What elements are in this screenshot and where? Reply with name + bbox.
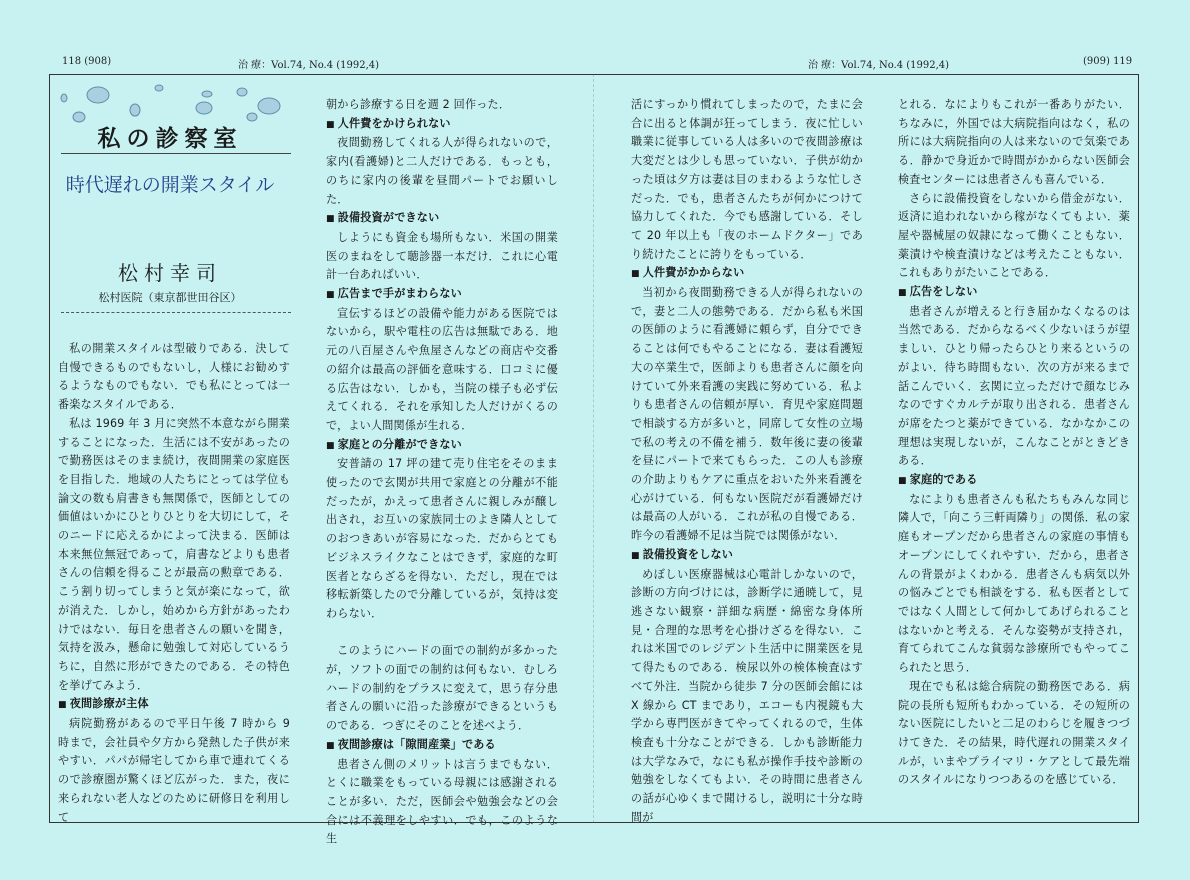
column-name: 私の診察室 [97, 125, 243, 152]
section-heading: ■ 広告まで手がまわらない [326, 285, 558, 305]
section-heading: ■ 広告をしない [898, 283, 1130, 303]
byline-rule [61, 312, 291, 313]
text-column-2 [326, 96, 558, 849]
paragraph: 現在でも私は総合病院の勤務医である．病院の長所も短所もわかっている．その短所のない医院にしたいと二足のわらじを履きつづけてきた．その結果，時代遅れの開業スタイルが，いまやプライマリ・ケアとして最先端のスタイルになりつつあるのを感じている． [898, 679, 1130, 787]
paragraph: 私は 1969 年 3 月に突然不本意ながら開業することになった．生活には不安があったので勤務医はそのまま続け，夜間開業の家庭医を目指した．地域の人たちにとっては学位も論文の数も肩書きも無関係で，医師としての価値はいかにひとりひとりを大切にして，そのニードに応えるかによって決まる．医師は本来無位無冠であって，肩書などよりも患者さんの信頼を得ることが最高の勲章である．こう割り切ってしまうと気が楽になって，欲が消えた．しかし，始めから方針があったわけではない．毎日を患者さんの願いを聞き，気持を汲み，懸命に勉強して対応しているうちに，自然に形ができたのである．その特色を挙げてみよう． [58, 416, 290, 692]
author-name: 松村幸司 [118, 261, 222, 285]
page-gutter [593, 74, 594, 823]
section-heading: ■ 家庭との分離ができない [326, 436, 558, 456]
right-journal-info: 治 療：Vol.74, No.4 (1992,4) [808, 60, 950, 71]
paragraph: 夜間勤務してくれる人が得られないので，家内(看護婦)と二人だけである．もっとも，のちに家内の後輩を昼間パートでお願いした． [326, 136, 558, 206]
paragraph: さらに設備投資をしないから借金がない．返済に追われないから稼がなくてもよい．薬屋や器械屋の奴隷になって働くこともない．薬漬けや検査漬けなどは考えたこともない．これもありがたいことである． [898, 191, 1130, 280]
section-heading: ■ 夜間診療は「隙間産業」である [326, 736, 558, 756]
paragraph: とれる．なによりもこれが一番ありがたい．ちなみに，外国では大病院指向はなく，私の所には大病院指向の人は来ないので気楽である．静かで身近かで時間がかからない医師会検査センターには患者さんも喜んでいる． [898, 98, 1130, 186]
section-heading: ■ 夜間診療が主体 [58, 695, 290, 715]
paragraph: 朝から診療する日を週 2 回作った． [326, 98, 511, 111]
section-heading: ■ 人件費をかけられない [326, 115, 558, 135]
section-heading: ■ 家庭的である [898, 471, 1130, 491]
text-column-3 [631, 96, 863, 827]
paragraph: 当初から夜間勤務できる人が得られないので，妻と二人の態勢である．だから私も米国の医師のように看護婦に頼らず，自分でできることは何でもやることになる．妻は看護短大の卒業生で，医師よりも患者さんに顔を向けていて外来看護の実践に努めている．私よりも患者さんの信頼が厚い．育児や家庭問題で相談する方が多いと，同席して女性の立場で私の考えの不備を補う．数年後に妻の後輩を昼にパートで来てもらった．この人も診療の介助よりもケアに重点をおいた外来看護を心がけている．何もない医院だが看護婦だけは最高の人がいる．これが私の自慢である．昨今の看護婦不足は当院では関係がない． [631, 286, 863, 543]
paragraph: 私の開業スタイルは型破りである．決して自慢できるものでもないし，人様にお勧めするようなものでもない．でも私にとっては一番楽なスタイルである． [58, 342, 290, 412]
section-heading: ■ 人件費がかからない [631, 264, 863, 284]
title-rule [61, 153, 291, 154]
paragraph: 活にすっかり慣れてしまったので，たまに会合に出ると体調が狂ってしまう．夜に忙しい職業に従事している人は多いので夜間診療は大変だとは少しも思っていない．子供が幼かった頃は夕方は妻は目のまわるような忙しさだった．でも，患者さんたちが何かにつけて協力してくれた．今でも感謝している．そして 20 年以上も「夜のホームドクター」であり続けたことに誇りをもっている． [631, 98, 863, 261]
paragraph: 患者さんが増えると行き届かなくなるのは当然である．だからなるべく少ないほうが望ましい．ひとり帰ったらひとり来るというのがよい．待ち時間もない．次の方が来るまで話こんでいく．玄関に立っただけで顔なじみなのですぐカルテが取り出される．患者さんが席をたつと薬ができている．なかなかこの理想は実現しないが，こんなことがときどきある． [898, 304, 1130, 468]
right-page-number: (909) 119 [1083, 56, 1133, 67]
left-journal-info: 治 療：Vol.74, No.4 (1992,4) [238, 60, 380, 71]
bubble-decoration [59, 84, 291, 124]
paragraph: このようにハードの面での制約が多かったが，ソフトの面での制約は何もない．むしろハードの制約をプラスに変えて，思う存分患者さんの願いに沿った診療ができるというものである．つぎにそのことを述べよう． [326, 644, 558, 733]
text-column-4 [898, 96, 1130, 790]
section-heading: ■ 設備投資をしない [631, 546, 863, 566]
paragraph: しようにも資金も場所もない．米国の開業医のまねをして聴診器一本だけ．これに心電計一台あればいい． [326, 230, 558, 282]
paragraph: 患者さん側のメリットは言うまでもない．とくに職業をもっている母親には感謝されることが多い．ただ，医師会や勉強会などの会合には不義理をしやすい．でも，このような生 [326, 757, 558, 846]
author-affiliation: 松村医院（東京都世田谷区） [98, 291, 242, 304]
text-column-1 [58, 340, 290, 827]
article-title: 時代遅れの開業スタイル [65, 174, 275, 196]
paragraph: なによりも患者さんも私たちもみんな同じ隣人で，「向こう三軒両隣り」の関係．私の家庭もオープンだから患者さんの家庭の事情もオープンにしてくれやすい．だから，患者さんの背景がよくわかる．患者さんも病気以外の悩みごとでも相談をする．私も医者としてではなく人間として何かしてあげられることはないかと考える．そんな姿勢が支持され，育てられてこんな貧弱な診療所でもやってこられたと思う． [898, 492, 1130, 675]
section-heading: ■ 設備投資ができない [326, 209, 558, 229]
paragraph: めぼしい医療器械は心電計しかないので，診断の方向づけには，診断学に通暁して，見逃さない観察・詳細な病歴・綿密な身体所見・合理的な思考を心掛けざるを得ない．これは米国でのレジデント生活中に開業医を見て得たものである．検尿以外の検体検査はすべて外注．当院から徒歩 7 分の医師会館には X 線から CT まであり，エコーも内視鏡も大学から専門医がきてやってくれるので，生体検査も十分なことができる．しかも診断能力は大学なみで，なにも私が操作手技や診断の勉強をしなくてもよい．その時間に患者さんの話が心ゆくまで聞けるし，説明に十分な時間が [631, 567, 863, 824]
paragraph: 安普請の 17 坪の建て売り住宅をそのまま使ったので玄関が共用で家庭との分離が不能だったが，かえって患者さんに親しみが醸し出され，お互いの家族同士のよき隣人としてのおつきあいが容易になった．だからとてもビジネスライクなことはできず，家庭的な町医者とならざるを得ない．ただし，現在では移転新築したので分離しているが，気持は変わらない． [326, 457, 558, 620]
paragraph: 宣伝するほどの設備や能力がある医院ではないから，駅や電柱の広告は無駄である．地元の八百屋さんや魚屋さんなどの商店や交番の紹介は最高の評価を意味する．口コミに優る広告はない．しかも，当院の様子も必ず伝えてくれる．それを承知した人だけがくるので，よい人間関係が生れる． [326, 306, 558, 432]
paragraph: 病院勤務があるので平日午後 7 時から 9 時まで，会社員や夕方から発熱した子供が来やすい．パパが帰宅してから車で連れてくるので診療圏が驚くほど広がった．また，夜に来られない老人などのために研修日を利用して [58, 717, 290, 824]
left-page-number: 118 (908) [62, 56, 112, 67]
